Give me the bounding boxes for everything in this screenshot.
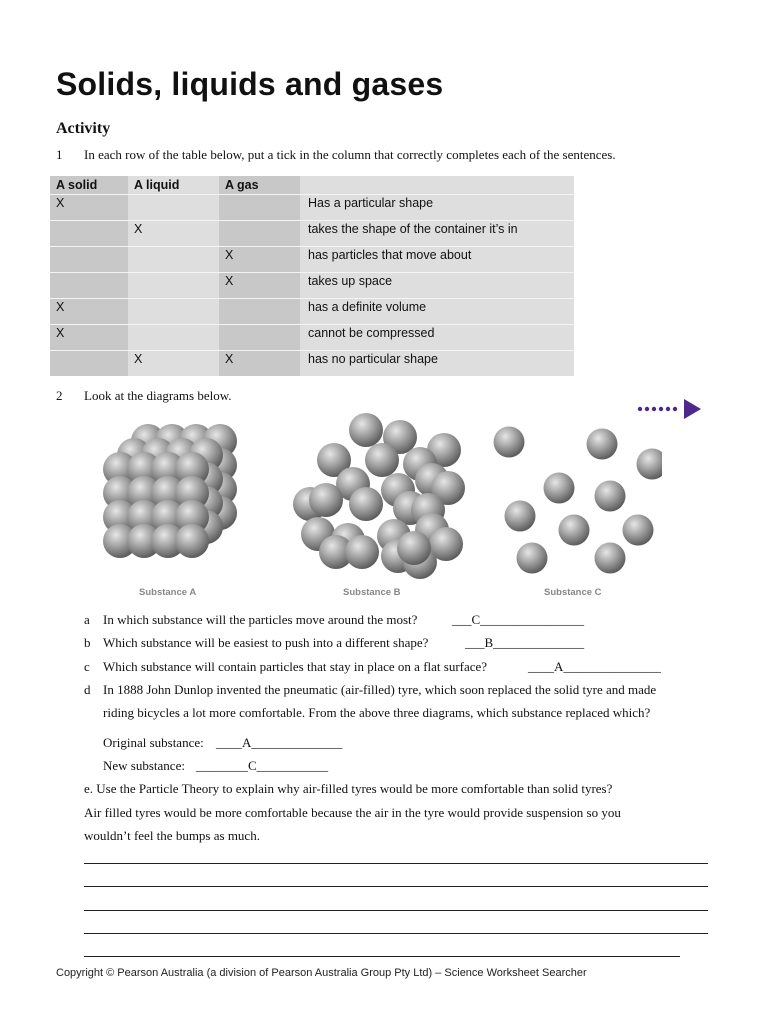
cell-gas[interactable]: X bbox=[219, 273, 300, 299]
cell-sentence: takes up space bbox=[300, 273, 574, 299]
particle bbox=[517, 543, 548, 574]
cell-liquid[interactable]: X bbox=[128, 221, 219, 247]
cell-solid[interactable] bbox=[50, 221, 128, 247]
particle-diagrams bbox=[98, 412, 662, 597]
substance-b-label: Substance B bbox=[343, 587, 401, 598]
original-substance-answer[interactable]: ____A______________ bbox=[216, 735, 343, 750]
table-row bbox=[50, 221, 574, 247]
cell-sentence: has a definite volume bbox=[300, 299, 574, 325]
cell-solid[interactable] bbox=[50, 273, 128, 299]
part-c-letter: c bbox=[84, 659, 90, 674]
particle bbox=[559, 515, 590, 546]
cell-liquid[interactable] bbox=[128, 299, 219, 325]
tick-table bbox=[50, 176, 574, 376]
particle bbox=[365, 443, 399, 477]
answer-line[interactable] bbox=[84, 886, 708, 887]
cell-solid[interactable]: X bbox=[50, 299, 128, 325]
cell-solid[interactable] bbox=[50, 247, 128, 273]
header-sentence bbox=[300, 176, 574, 195]
cell-solid[interactable]: X bbox=[50, 195, 128, 221]
question-2-text: Look at the diagrams below. bbox=[84, 388, 232, 403]
substance-c-particles bbox=[494, 427, 663, 574]
particle bbox=[595, 481, 626, 512]
cell-solid[interactable] bbox=[50, 351, 128, 377]
cell-liquid[interactable] bbox=[128, 195, 219, 221]
cell-liquid[interactable] bbox=[128, 325, 219, 351]
particle bbox=[637, 449, 663, 480]
substance-c-label: Substance C bbox=[544, 587, 602, 598]
answer-line[interactable] bbox=[84, 863, 708, 864]
new-substance-answer[interactable]: ________C___________ bbox=[196, 758, 329, 773]
cell-gas[interactable] bbox=[219, 325, 300, 351]
answer-line[interactable] bbox=[84, 910, 708, 911]
cell-liquid[interactable] bbox=[128, 273, 219, 299]
part-d-letter: d bbox=[84, 682, 91, 697]
part-b-question: Which substance will be easiest to push into a different shape? bbox=[103, 635, 429, 650]
part-d-line-2: riding bicycles a lot more comfortable. From the above three diagrams, which substance replaced which? bbox=[103, 705, 651, 720]
table-row bbox=[50, 195, 574, 221]
header-gas: A gas bbox=[219, 176, 300, 195]
cell-gas[interactable]: X bbox=[219, 351, 300, 377]
page-title: Solids, liquids and gases bbox=[56, 66, 444, 102]
table-row bbox=[50, 273, 574, 299]
particle bbox=[505, 501, 536, 532]
header-solid: A solid bbox=[50, 176, 128, 195]
part-e-answer-line-2[interactable]: wouldn’t feel the bumps as much. bbox=[84, 828, 260, 843]
particle bbox=[494, 427, 525, 458]
particle bbox=[595, 543, 626, 574]
particle bbox=[309, 483, 343, 517]
cell-gas[interactable] bbox=[219, 221, 300, 247]
particle bbox=[397, 531, 431, 565]
substance-a-label: Substance A bbox=[139, 587, 197, 598]
cell-solid[interactable]: X bbox=[50, 325, 128, 351]
cell-gas[interactable]: X bbox=[219, 247, 300, 273]
part-c-question: Which substance will contain particles that stay in place on a flat surface? bbox=[103, 659, 488, 674]
copyright-footer: Copyright © Pearson Australia (a division of Pearson Australia Group Pty Ltd) – Science Worksheet Searcher bbox=[56, 967, 587, 979]
table-row bbox=[50, 325, 574, 351]
substance-b-particles bbox=[293, 413, 465, 579]
table-header-row bbox=[50, 176, 574, 195]
question-2-number: 2 bbox=[56, 388, 63, 403]
part-a-answer[interactable]: ___C________________ bbox=[452, 612, 585, 627]
part-d-line-1: In 1888 John Dunlop invented the pneumatic (air-filled) tyre, which soon replaced the solid tyre and made bbox=[103, 682, 657, 697]
particle bbox=[345, 535, 379, 569]
new-substance-label: New substance: bbox=[103, 758, 185, 773]
part-c-answer[interactable]: ____A_______________ bbox=[528, 659, 661, 674]
particle bbox=[349, 487, 383, 521]
cell-sentence: takes the shape of the container it’s in bbox=[300, 221, 574, 247]
cell-sentence: has particles that move about bbox=[300, 247, 574, 273]
cell-sentence: Has a particular shape bbox=[300, 195, 574, 221]
particle bbox=[544, 473, 575, 504]
question-1-text: In each row of the table below, put a tick in the column that correctly completes each of the sentences. bbox=[84, 147, 616, 162]
table-row bbox=[50, 299, 574, 325]
particle bbox=[175, 524, 209, 558]
answer-line[interactable] bbox=[84, 956, 680, 957]
answer-line[interactable] bbox=[84, 933, 708, 934]
cell-gas[interactable] bbox=[219, 195, 300, 221]
question-1-number: 1 bbox=[56, 147, 63, 162]
section-heading: Activity bbox=[56, 120, 111, 137]
header-liquid: A liquid bbox=[128, 176, 219, 195]
part-a-letter: a bbox=[84, 612, 90, 627]
part-e-answer-line-1[interactable]: Air filled tyres would be more comfortable because the air in the tyre would provide suspension so you bbox=[84, 805, 621, 820]
cell-sentence: cannot be compressed bbox=[300, 325, 574, 351]
part-a-question: In which substance will the particles move around the most? bbox=[103, 612, 418, 627]
part-b-letter: b bbox=[84, 635, 91, 650]
cell-liquid[interactable] bbox=[128, 247, 219, 273]
table-row bbox=[50, 247, 574, 273]
particle bbox=[349, 413, 383, 447]
part-b-answer[interactable]: ___B______________ bbox=[465, 635, 585, 650]
cell-sentence: has no particular shape bbox=[300, 351, 574, 377]
part-e-question: e. Use the Particle Theory to explain why air-filled tyres would be more comfortable than solid tyres? bbox=[84, 781, 613, 796]
cell-liquid[interactable]: X bbox=[128, 351, 219, 377]
substance-a-particles bbox=[103, 424, 237, 558]
particle bbox=[623, 515, 654, 546]
table-row bbox=[50, 351, 574, 377]
original-substance-label: Original substance: bbox=[103, 735, 204, 750]
particle bbox=[587, 429, 618, 460]
cell-gas[interactable] bbox=[219, 299, 300, 325]
